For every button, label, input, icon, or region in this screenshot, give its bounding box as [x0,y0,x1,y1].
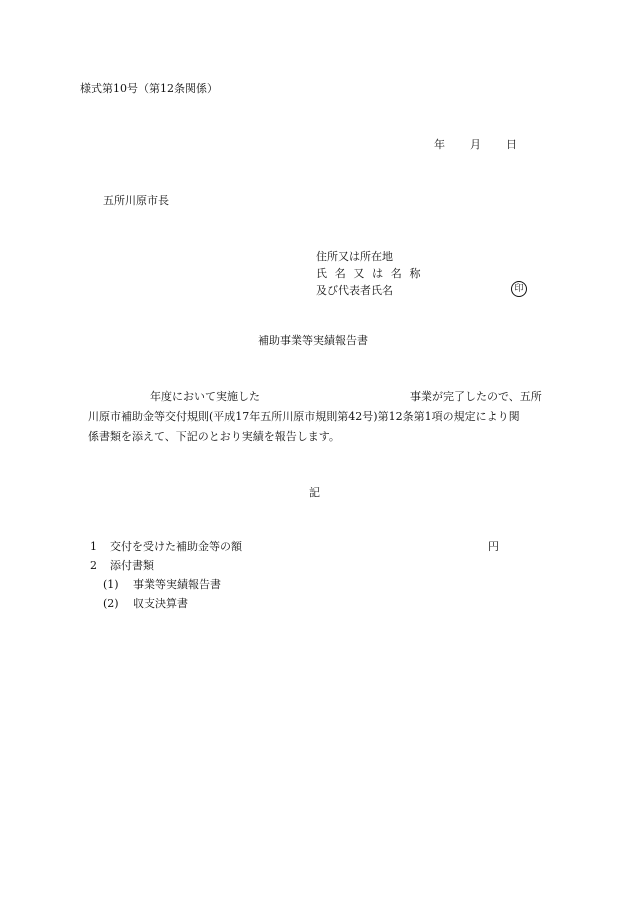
seal-mark: 印 [511,281,527,297]
body-text-line2: 川原市補助金等交付規則(平成17年五所川原市規則第42号)第12条第1項の規定により関 [88,410,520,423]
subitem1-number: (1) [103,578,119,591]
item1-yen-unit: 円 [488,540,499,553]
subitem2-number: (2) [103,597,119,610]
ki-heading: 記 [309,486,320,499]
document-title: 補助事業等実績報告書 [258,334,368,347]
body-text-line1-part1: 年度において実施した [150,390,260,403]
date-month-label: 月 [470,138,481,151]
date-year-label: 年 [434,138,445,151]
addressee: 五所川原市長 [103,194,169,207]
body-text-line3: 係書類を添えて、下記のとおり実績を報告します。 [88,430,340,443]
subitem2-label: 収支決算書 [133,597,188,610]
item1-number: 1 [90,540,97,553]
item1-label: 交付を受けた補助金等の額 [110,540,242,553]
item2-label: 添付書類 [110,559,154,572]
form-number: 様式第10号（第12条関係） [80,82,218,95]
subitem1-label: 事業等実績報告書 [133,578,221,591]
date-day-label: 日 [506,138,517,151]
applicant-representative-label: 及び代表者氏名 [316,284,393,297]
applicant-address-label: 住所又は所在地 [316,250,393,263]
body-text-line1-part2: 事業が完了したので、五所 [410,390,542,403]
item2-number: 2 [90,559,97,572]
applicant-name-label: 氏 名 又 は 名 称 [316,267,423,280]
